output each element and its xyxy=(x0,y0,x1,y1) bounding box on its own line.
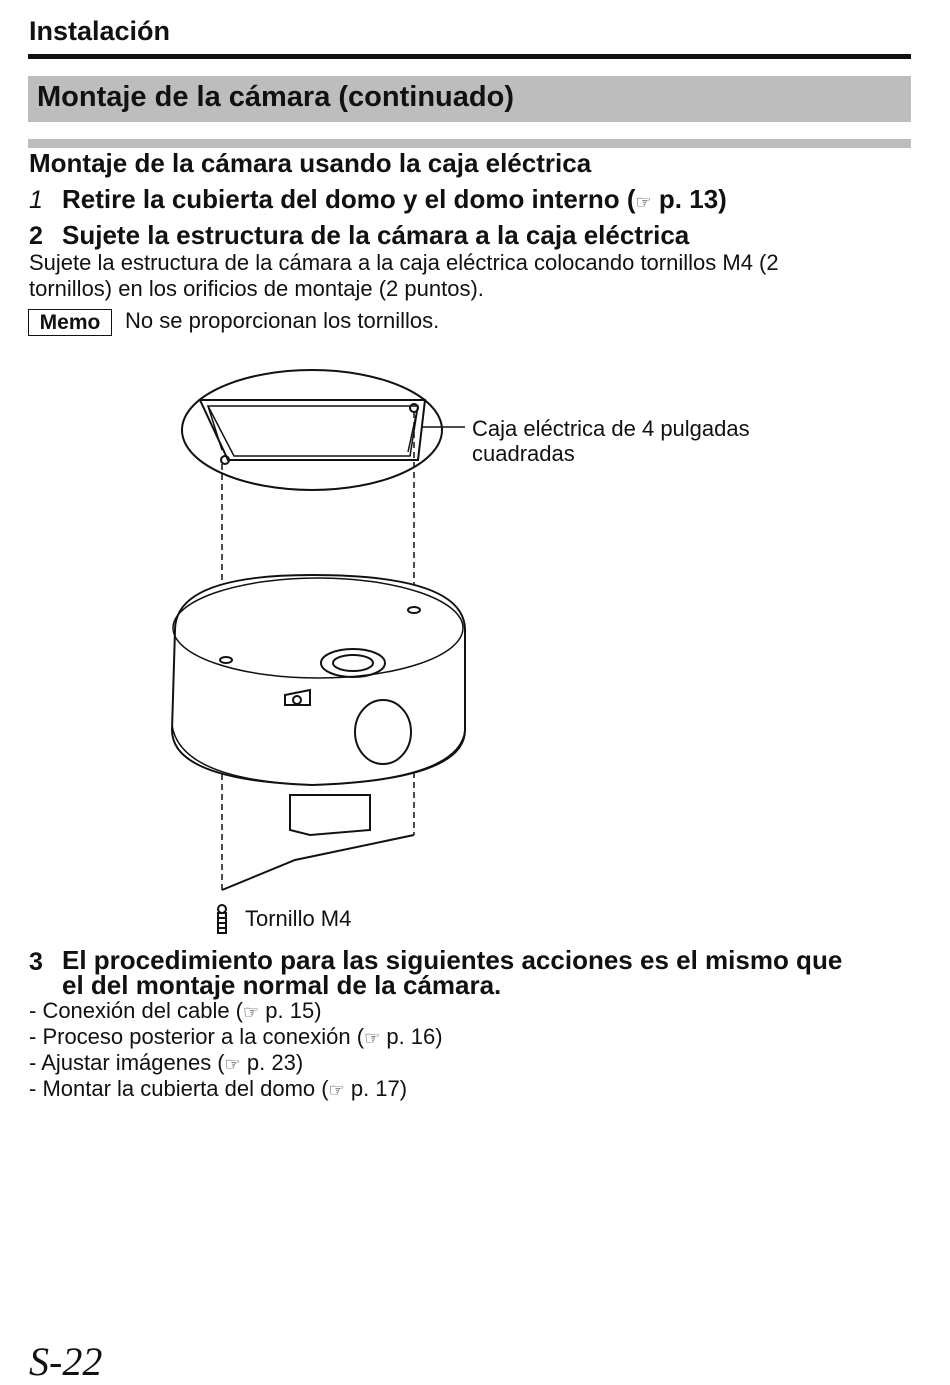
list-item-reference[interactable]: p. 15) xyxy=(265,998,322,1023)
camera-mount-illustration xyxy=(160,360,490,940)
page-number: S-22 xyxy=(29,1339,103,1384)
list-item-text: - Ajustar imágenes ( xyxy=(29,1050,225,1075)
pointing-hand-icon: ☞ xyxy=(224,1054,241,1074)
step-2-body-line-2: tornillos) en los orificios de montaje (2 puntos). xyxy=(29,276,484,301)
step-1-text xyxy=(62,184,727,215)
list-item-text: - Proceso posterior a la conexión ( xyxy=(29,1024,365,1049)
pointing-hand-icon: ☞ xyxy=(635,192,652,212)
list-item xyxy=(29,998,322,1024)
camera-bracket xyxy=(290,795,370,835)
memo-text: No se proporcionan los tornillos. xyxy=(125,308,440,333)
list-item-reference[interactable]: p. 23) xyxy=(246,1050,304,1075)
subheading: Montaje de la cámara usando la caja eléctrica xyxy=(29,148,592,178)
step-3-text xyxy=(62,945,843,1000)
list-item xyxy=(29,1076,407,1102)
title-underline xyxy=(28,139,911,148)
step-3-line-1: El procedimiento para las siguientes acciones es el mismo que xyxy=(62,945,843,975)
screw-icon xyxy=(218,905,226,933)
step-2-number: 2 xyxy=(29,222,43,250)
step-2 xyxy=(29,220,690,251)
pointing-hand-icon: ☞ xyxy=(243,1002,260,1022)
step-1 xyxy=(29,184,727,215)
list-item xyxy=(29,1050,303,1076)
page-title: Montaje de la cámara (continuado) xyxy=(28,76,911,122)
step-3 xyxy=(29,948,43,977)
step-3-number: 3 xyxy=(29,948,43,976)
list-item-reference[interactable]: p. 16) xyxy=(386,1024,443,1049)
section-label: Instalación xyxy=(29,16,171,46)
step-1-reference[interactable]: p. 13) xyxy=(658,184,727,214)
electrical-box-opening xyxy=(200,400,425,460)
list-item xyxy=(29,1024,443,1050)
camera-body xyxy=(172,575,465,785)
step-2-text: Sujete la estructura de la cámara a la caja eléctrica xyxy=(62,220,690,250)
step-3-line-2: el del montaje normal de la cámara. xyxy=(62,970,502,1000)
list-item-text: - Conexión del cable ( xyxy=(29,998,244,1023)
list-item-text: - Montar la cubierta del domo ( xyxy=(29,1076,329,1101)
pointing-hand-icon: ☞ xyxy=(328,1080,345,1100)
step-1-number: 1 xyxy=(29,186,43,214)
box-callout-line-2: cuadradas xyxy=(472,441,575,466)
step-1-label: Retire la cubierta del domo y el domo interno ( xyxy=(62,184,636,214)
memo-badge: Memo xyxy=(28,309,112,336)
box-callout xyxy=(472,416,750,466)
header-rule xyxy=(28,54,911,59)
screw-label: Tornillo M4 xyxy=(245,906,352,931)
list-item-reference[interactable]: p. 17) xyxy=(350,1076,408,1101)
box-callout-line-1: Caja eléctrica de 4 pulgadas xyxy=(472,416,750,441)
step-2-body-line-1: Sujete la estructura de la cámara a la caja eléctrica colocando tornillos M4 (2 xyxy=(29,250,779,275)
pointing-hand-icon: ☞ xyxy=(364,1028,381,1048)
